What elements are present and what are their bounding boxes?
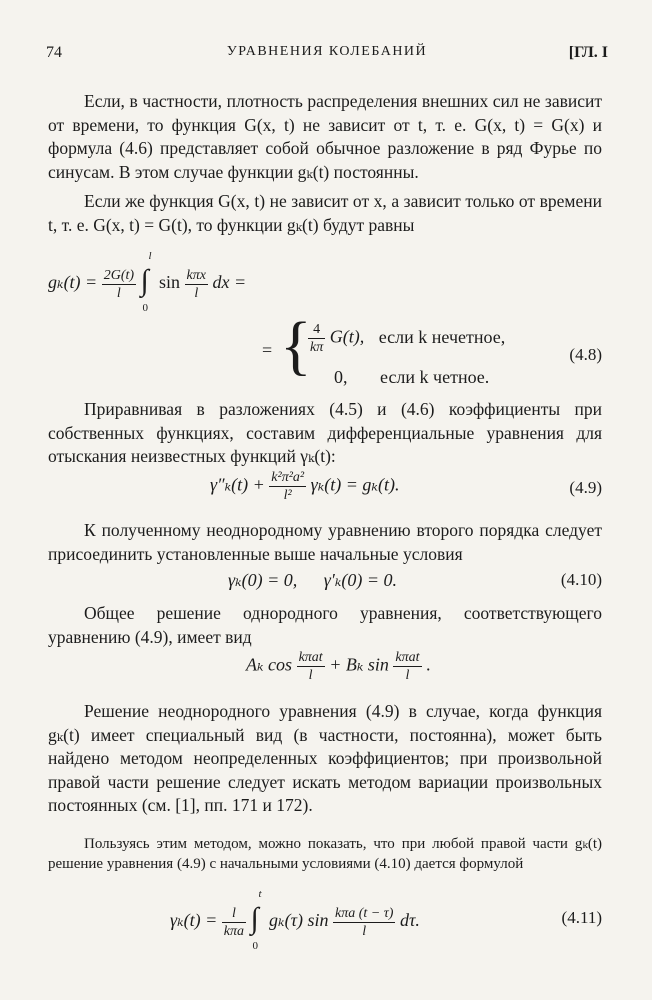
equation-number-4-11: (4.11) bbox=[561, 908, 602, 927]
equation-number-4-10: (4.10) bbox=[560, 570, 602, 589]
case-even: 0, если k четное. bbox=[334, 367, 490, 387]
equation-4-11: γₖ(t) = $\frac{l}{\text{kπa}}$ ∫ t 0 gₖ(τ) sin $\frac{\text{kπa (t − τ)}}{l}$ dτ. bbox=[170, 888, 420, 952]
running-title: УРАВНЕНИЯ КОЛЕБАНИЙ bbox=[226, 44, 428, 59]
equation-4-9: γ″ₖ(t) + $\frac{\text{k²π²a²}}{\text{l²}}$ γₖ(t) = gₖ(t). bbox=[210, 470, 400, 503]
integral-sign: ∫ t 0 bbox=[250, 888, 262, 952]
paragraph-4: К полученному неоднородному уравнению второго порядка следует присоединить установленные выше начальные условия bbox=[48, 520, 602, 564]
left-brace: { bbox=[280, 309, 312, 382]
homogeneous-solution: Aₖ cos $\frac{\text{kπat}}{l}$ + Bₖ sin $\frac{\text{kπat}}{l}$ . bbox=[246, 650, 431, 683]
paragraph-1: Если, в частности, плотность распределения внешних сил не зависит от времени, то функция G(x, t) не зависит от t, т. е. G(x, t) = G(x) и формула (4.6) представляет собой обычное разложение в ряд Фурье по синусам. В этом случае функции gₖ(t) постоянны. bbox=[48, 91, 602, 182]
case-odd: $\frac{4}{k\pi}$ G(t), если k нечетное, bbox=[310, 322, 506, 355]
equation-number-4-9: (4.9) bbox=[569, 478, 602, 497]
page-header bbox=[46, 44, 608, 66]
integral-sign: ∫ l 0 bbox=[140, 250, 152, 314]
equation-number-4-8: (4.8) bbox=[569, 345, 602, 364]
page-number: 74 bbox=[46, 44, 62, 61]
equation-4-10: γₖ(0) = 0, γ′ₖ(0) = 0. bbox=[228, 570, 398, 590]
paragraph-7: Пользуясь этим методом, можно показать, что при любой правой части gₖ(t) решение уравнения (4.9) с начальными условиями (4.10) дается формулой bbox=[48, 836, 602, 872]
paragraph-3: Приравнивая в разложениях (4.5) и (4.6) коэффициенты при собственных функциях, составим дифференциальные уравнения для отыскания неизвестных функций γₖ(t): bbox=[48, 399, 602, 466]
chapter-marker: [ГЛ. I bbox=[568, 44, 608, 61]
fraction: $\frac{\text{kπx}}{l}$ bbox=[186, 267, 206, 301]
fraction: $\frac{2G(t)}{l}$ bbox=[103, 267, 135, 301]
paragraph-5: Общее решение однородного уравнения, соответствующего уравнению (4.9), имеет вид bbox=[48, 603, 602, 647]
equals-sign: = bbox=[262, 340, 273, 360]
paragraph-6: Решение неоднородного уравнения (4.9) в случае, когда функция gₖ(t) имеет специальный вид (в частности, постоянна), может быть найдено методом неопределенных коэффициентов; при произвольной правой части решение следует искать методом вариации произвольных постоянных (см. [1], пп. 171 и 172). bbox=[48, 701, 602, 815]
equation-4-8-line1: gₖ(t) = $\frac{2G(t)}{l}$ ∫ l 0 sin $\frac{\text{kπx}}{l}$ dx = bbox=[48, 250, 247, 314]
paragraph-2: Если же функция G(x, t) не зависит от x, а зависит только от времени t, т. е. G(x, t) = G(t), то функции gₖ(t) будут равны bbox=[48, 191, 602, 235]
